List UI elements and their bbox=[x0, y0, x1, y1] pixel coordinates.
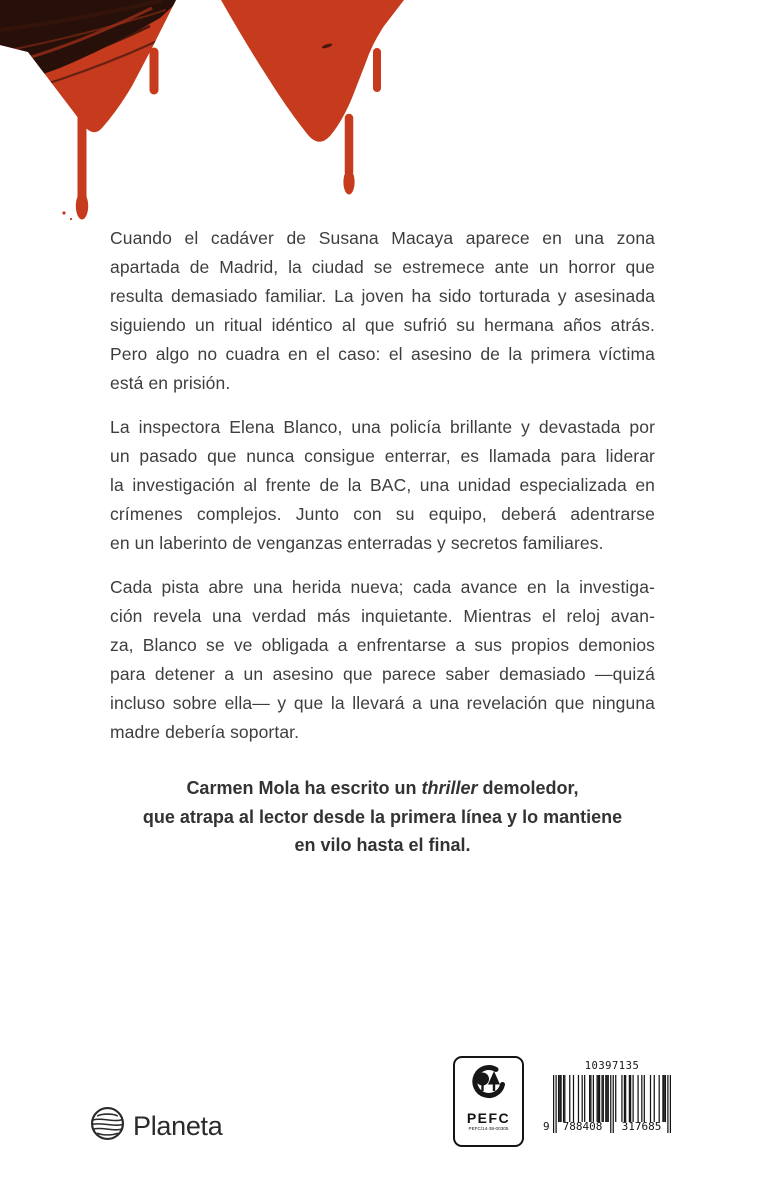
blood-splatter-left bbox=[0, 0, 185, 220]
text-line: incluso sobre ella— y que la llevará a una revelación que ninguna bbox=[110, 693, 655, 713]
quote-line-3: en vilo hasta el final. bbox=[294, 835, 471, 855]
text-line: la investigación al frente de la BAC, una unidad especializada en bbox=[110, 475, 655, 495]
text-line: resulta demasiado familiar. La joven ha sido torturada y asesinada bbox=[110, 286, 655, 306]
blood-splatter-art bbox=[0, 0, 763, 245]
ean-digit-first: 9 bbox=[543, 1120, 550, 1133]
text-line: apartada de Madrid, la ciudad se estremece ante un horror que bbox=[110, 257, 655, 277]
quote-line-1-before: Carmen Mola ha escrito un bbox=[186, 778, 422, 798]
ean-digits-left: 788408 bbox=[562, 1120, 603, 1133]
synopsis-paragraph-3 bbox=[110, 573, 655, 747]
text-line: siguiendo un ritual idéntico al que sufrió su hermana años atrás. bbox=[110, 315, 655, 335]
ean-digits bbox=[543, 1121, 671, 1133]
pefc-label: PEFC bbox=[466, 1110, 511, 1126]
blood-splatter-right bbox=[221, 0, 404, 195]
text-line: za, Blanco se ve obligada a enfrentarse a sus propios demonios bbox=[110, 635, 655, 655]
quote-line-1 bbox=[110, 774, 655, 803]
quote-line-1-after: demoledor, bbox=[477, 778, 579, 798]
synopsis-paragraph-2 bbox=[110, 413, 655, 558]
publisher-logo bbox=[90, 1106, 222, 1146]
text-line: madre debería soportar. bbox=[110, 722, 300, 742]
quote-line-2: que atrapa al lector desde la primera línea y lo mantiene bbox=[142, 806, 623, 827]
product-code: 10397135 bbox=[584, 1060, 640, 1072]
text-line: para detener a un asesino que parece saber demasiado —quizá bbox=[110, 664, 655, 684]
text-line: está en prisión. bbox=[110, 373, 231, 393]
pefc-trees-icon bbox=[468, 1064, 510, 1109]
barcode-block bbox=[543, 1060, 673, 1133]
text-line: Cada pista abre una herida nueva; cada avance en la investiga- bbox=[110, 577, 655, 597]
text-line: Cuando el cadáver de Susana Macaya aparece en una zona bbox=[110, 228, 655, 248]
promo-quote bbox=[110, 774, 655, 860]
text-line: en un laberinto de venganzas enterradas y secretos familiares. bbox=[110, 533, 604, 553]
text-line: un pasado que nunca consigue enterrar, es llamada para liderar bbox=[110, 446, 655, 466]
text-line: crímenes complejos. Junto con su equipo, deberá adentrarse bbox=[110, 504, 655, 524]
pefc-cert-number: PEFC/14-38-00305 bbox=[468, 1126, 509, 1132]
text-line: ción revela una verdad más inquietante. Mientras el reloj avan- bbox=[110, 606, 655, 626]
text-line: La inspectora Elena Blanco, una policía brillante y devastada por bbox=[110, 417, 655, 437]
quote-line-1-italic: thriller bbox=[421, 778, 478, 798]
ean-digits-right: 317685 bbox=[621, 1120, 662, 1133]
publisher-name: Planeta bbox=[133, 1110, 223, 1141]
pefc-certification-mark bbox=[453, 1056, 524, 1147]
text-line: Pero algo no cuadra en el caso: el asesino de la primera víctima bbox=[110, 344, 655, 364]
synopsis-paragraph-1 bbox=[110, 224, 655, 398]
planeta-globe-icon bbox=[90, 1106, 125, 1146]
synopsis-text-block bbox=[110, 224, 655, 860]
